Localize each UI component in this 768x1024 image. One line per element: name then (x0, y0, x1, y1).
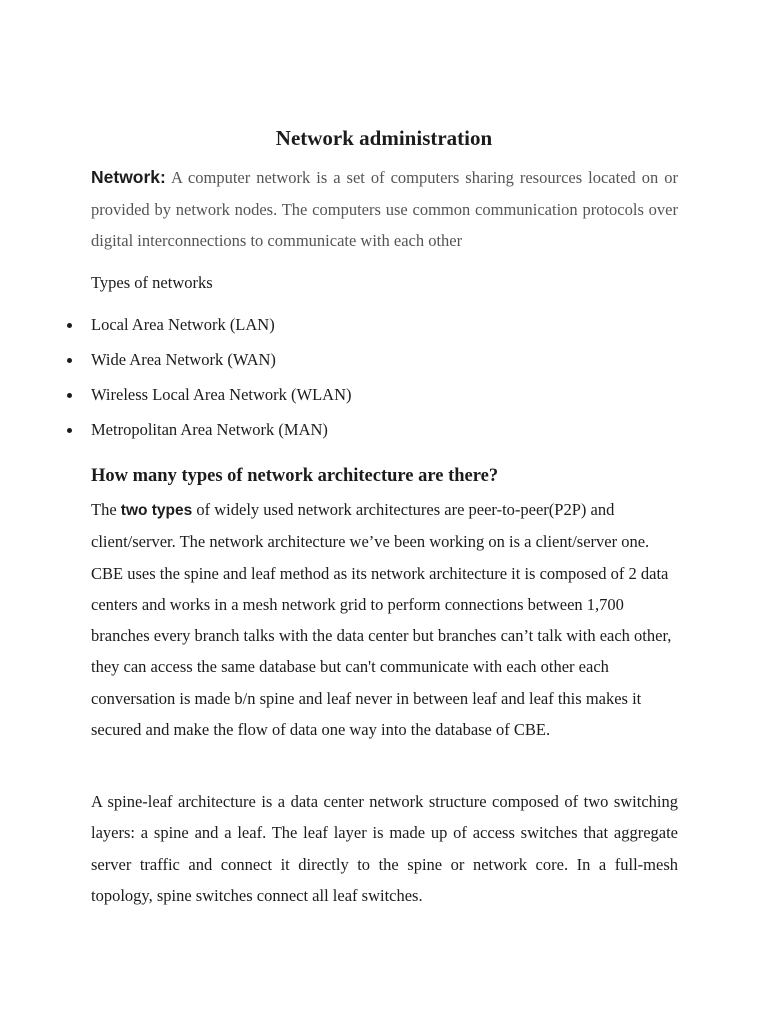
types-of-networks-label: Types of networks (91, 273, 213, 292)
architecture-prefix: The (91, 500, 121, 519)
bullet-icon (67, 358, 72, 363)
architecture-bold-phrase: two types (120, 502, 193, 519)
architecture-heading: How many types of network architecture are there? (91, 466, 499, 486)
list-item-text: Wide Area Network (WAN) (91, 350, 276, 369)
network-term-label: Network: (91, 167, 166, 187)
list-item (91, 312, 651, 347)
bullet-icon (67, 428, 72, 433)
bullet-icon (67, 393, 72, 398)
spine-leaf-paragraph: A spine-leaf architecture is a data center network structure composed of two switching layers: a spine and a leaf. The leaf layer is made up of access switches that aggregate server traffic and connect it directly to the spine or network core. In a full-mesh topology, spine switches connect all leaf switches. (91, 792, 678, 905)
architecture-paragraph (91, 494, 678, 745)
network-definition-paragraph (91, 162, 678, 257)
list-item (91, 417, 651, 452)
network-definition-text: A computer network is a set of computers sharing resources located on or provided by network nodes. The computers use common communication protocols over digital interconnections to communicate with each other (91, 168, 678, 250)
list-item (91, 382, 651, 417)
bullet-icon (67, 323, 72, 328)
list-item-text: Wireless Local Area Network (WLAN) (91, 385, 352, 404)
list-item (91, 347, 651, 382)
network-types-list (91, 312, 651, 452)
document-title: Network administration (275, 126, 493, 150)
architecture-text: of widely used network architectures are peer-to-peer(P2P) and client/server. The network architecture we’ve been working on is a client/server one. CBE uses the spine and leaf method as its network architecture it is composed of 2 data centers and works in a mesh network grid to perform connections between 1,700 branches every branch talks with the data center but branches can’t talk with each other, they can access the same database but can't communicate with each other each conversation is made b/n spine and leaf never in between leaf and leaf this makes it secured and make the flow of data one way into the database of CBE. (91, 500, 672, 740)
list-item-text: Local Area Network (LAN) (91, 315, 275, 334)
list-item-text: Metropolitan Area Network (MAN) (91, 420, 328, 439)
